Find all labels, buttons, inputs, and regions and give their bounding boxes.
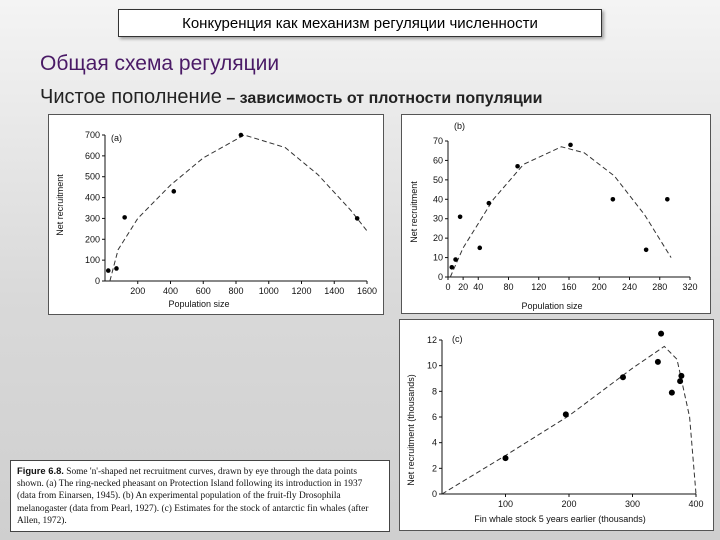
- x-tick-label: 200: [561, 499, 577, 509]
- data-point: [655, 359, 661, 365]
- x-tick-label: 300: [624, 499, 641, 509]
- fitted-curve: [450, 147, 671, 277]
- x-tick-label: 600: [195, 286, 211, 296]
- chart-c-svg: [400, 320, 714, 531]
- data-point: [122, 215, 127, 220]
- data-point: [677, 378, 683, 384]
- y-tick-label: 10: [432, 252, 443, 263]
- data-point: [355, 216, 360, 221]
- data-point: [611, 197, 616, 202]
- x-tick-label: 40: [473, 282, 484, 292]
- x-tick-label: 1400: [324, 286, 345, 296]
- data-point: [477, 246, 482, 251]
- slide-title: Конкуренция как механизм регуляции численности: [182, 14, 538, 32]
- x-tick-label: 280: [652, 282, 668, 292]
- y-tick-label: 20: [432, 233, 443, 244]
- x-tick-label: 200: [130, 286, 146, 296]
- figure-caption: [10, 460, 390, 532]
- data-point: [563, 411, 569, 417]
- data-point: [503, 455, 509, 461]
- data-point: [171, 189, 176, 194]
- x-tick-label: 200: [591, 282, 607, 292]
- fitted-curve: [110, 135, 367, 281]
- x-tick-label: 1000: [258, 286, 279, 296]
- x-tick-label: 800: [228, 286, 244, 296]
- y-tick-label: 8: [431, 386, 437, 397]
- chart-panel-b: [401, 114, 711, 314]
- y-tick-label: 12: [426, 335, 437, 345]
- x-tick-label: 0: [445, 282, 451, 292]
- caption-text: Some 'n'-shaped net recruitment curves, drawn by eye through the data points shown. (a) The ring-necked pheasant on Protection Island following its introduction in 1937 (data from Einarsen, 1945). (b) An experimental population of the fruit-fly Drosophila melanogaster (data from Pearl, 1927). (c) Estimates for the stock of antarctic fin whales (after Allen, 1972).: [17, 467, 369, 526]
- y-tick-label: 6: [431, 412, 437, 422]
- y-tick-label: 700: [84, 130, 100, 140]
- chart-b-svg: [402, 115, 711, 314]
- chart-panel-a: [48, 114, 384, 315]
- caption-label: Figure 6.8.: [17, 465, 64, 476]
- data-point: [658, 331, 664, 337]
- x-tick-label: 100: [497, 499, 514, 509]
- y-tick-label: 400: [84, 192, 100, 203]
- y-tick-label: 70: [432, 136, 443, 146]
- data-point: [568, 143, 573, 148]
- y-tick-label: 30: [432, 213, 443, 224]
- y-tick-label: 300: [84, 213, 100, 224]
- data-point: [458, 214, 463, 219]
- data-point: [515, 164, 520, 169]
- x-tick-label: 1200: [291, 286, 312, 296]
- panel-label: (a): [111, 133, 122, 143]
- y-tick-label: 600: [84, 150, 100, 161]
- data-point: [106, 268, 111, 273]
- y-tick-label: 40: [432, 194, 443, 205]
- subheading-main: Чистое пополнение: [40, 86, 222, 108]
- data-point: [487, 201, 492, 206]
- slide-heading: Общая схема регуляции: [40, 52, 280, 75]
- y-tick-label: 50: [432, 174, 443, 185]
- panel-label: (c): [452, 334, 463, 344]
- data-point: [114, 266, 119, 271]
- y-axis-label: Net recruitment: [55, 174, 65, 236]
- data-point: [449, 265, 454, 270]
- y-tick-label: 4: [431, 437, 437, 448]
- slide-title-box: [118, 9, 602, 37]
- y-axis-label: Net recruitment: [409, 181, 419, 243]
- data-point: [239, 133, 244, 138]
- x-tick-label: 80: [503, 282, 514, 292]
- panel-label: (b): [454, 121, 465, 131]
- y-axis-label: Net recruitment (thousands): [406, 374, 416, 486]
- slide-subheading: [40, 86, 542, 109]
- x-tick-label: 120: [531, 282, 547, 292]
- data-point: [678, 373, 684, 379]
- x-tick-label: 20: [458, 282, 469, 292]
- y-tick-label: 0: [94, 276, 100, 286]
- x-tick-label: 160: [561, 282, 577, 292]
- y-tick-label: 10: [426, 360, 437, 371]
- data-point: [644, 248, 649, 253]
- data-point: [665, 197, 670, 202]
- data-point: [453, 257, 458, 262]
- y-tick-label: 60: [432, 155, 443, 166]
- chart-a-svg: [49, 115, 384, 315]
- x-axis-label: Population size: [168, 299, 230, 309]
- x-tick-label: 240: [621, 282, 638, 292]
- x-axis-label: Population size: [521, 301, 583, 311]
- subheading-rest: – зависимость от плотности популяции: [221, 90, 543, 107]
- x-axis-label: Fin whale stock 5 years earlier (thousands): [474, 514, 646, 524]
- y-tick-label: 100: [84, 255, 100, 266]
- data-point: [620, 374, 626, 380]
- fitted-curve: [442, 346, 696, 494]
- y-tick-label: 200: [84, 234, 100, 245]
- y-tick-label: 2: [431, 463, 437, 474]
- x-tick-label: 400: [162, 286, 179, 296]
- x-tick-label: 1600: [356, 286, 378, 296]
- x-tick-label: 320: [682, 282, 698, 292]
- chart-panel-c: [399, 319, 714, 531]
- x-tick-label: 400: [688, 499, 704, 509]
- data-point: [669, 390, 675, 396]
- y-tick-label: 0: [437, 272, 443, 282]
- y-tick-label: 0: [431, 489, 437, 499]
- y-tick-label: 500: [84, 171, 100, 182]
